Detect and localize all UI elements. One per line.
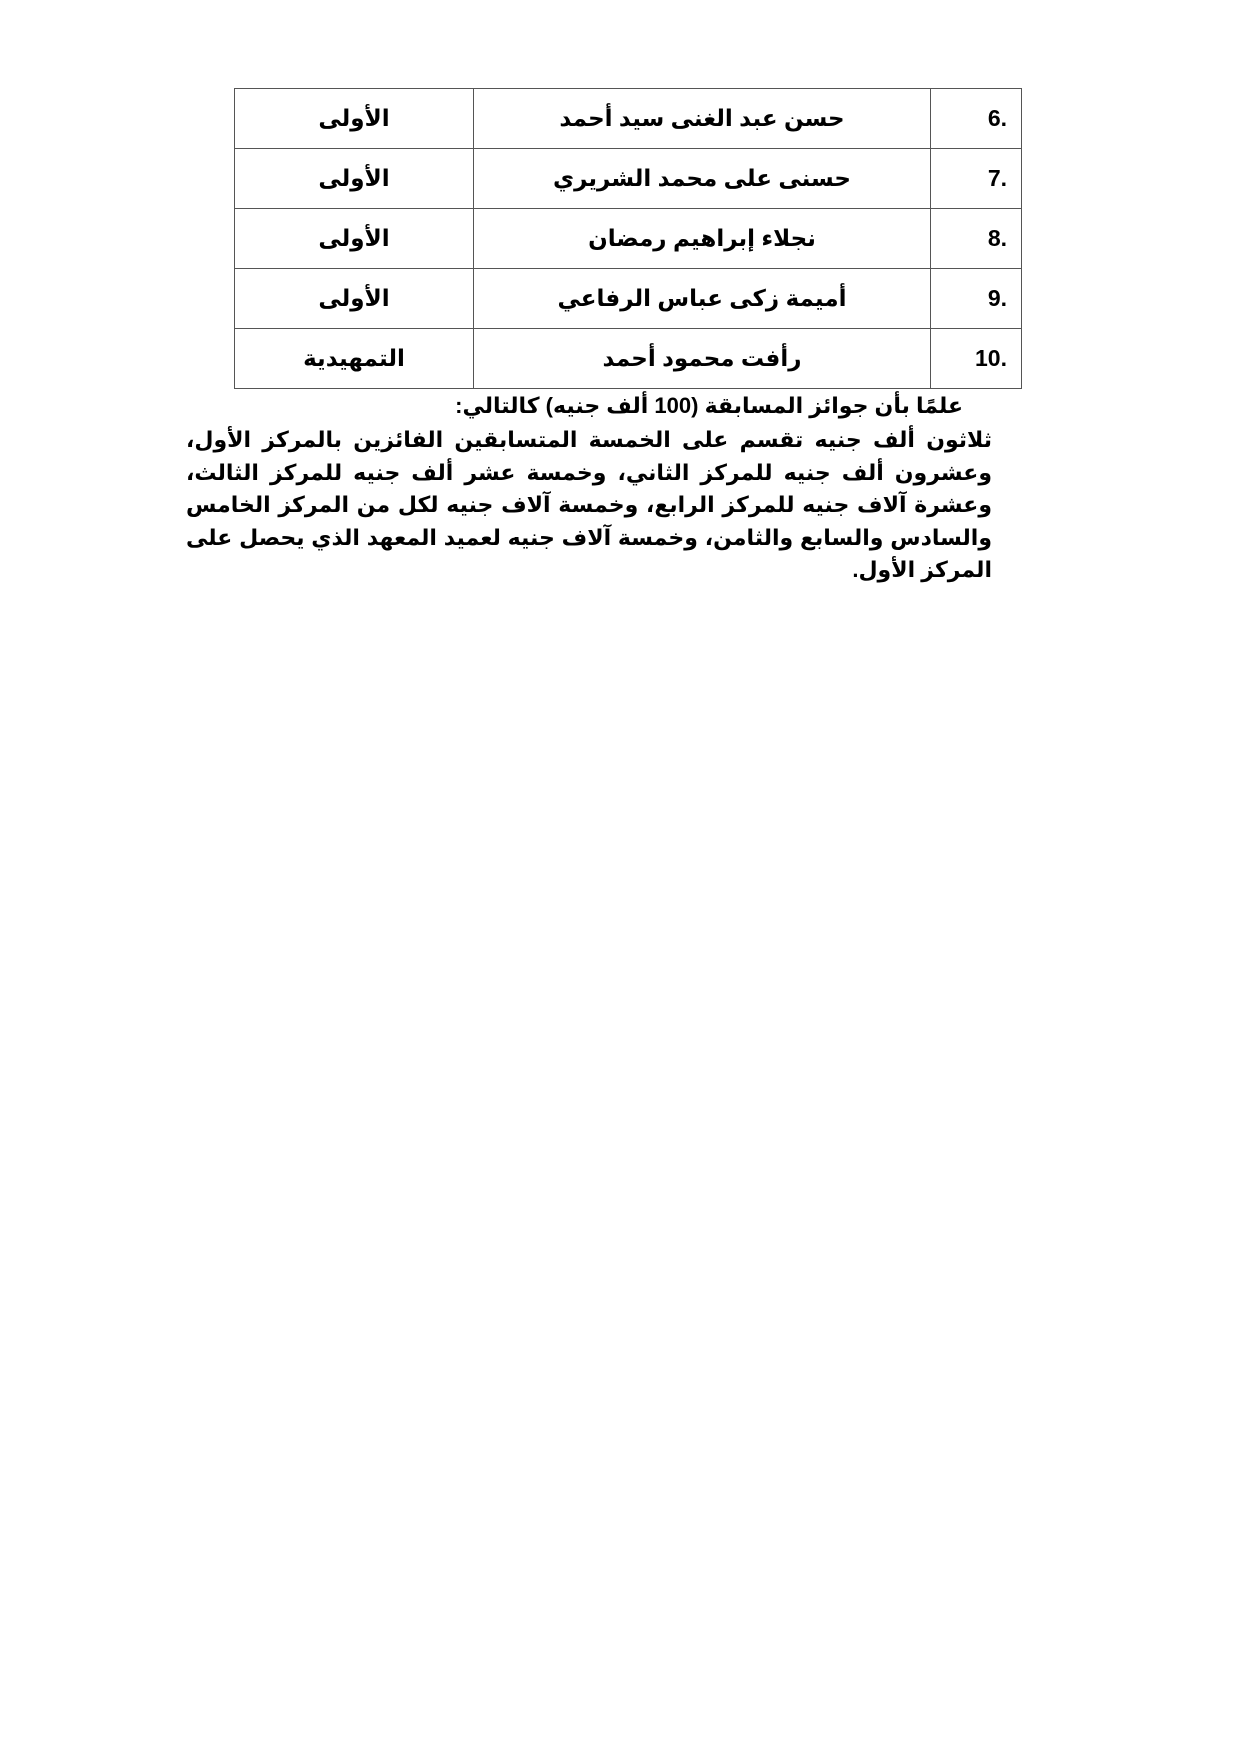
contestant-name: نجلاء إبراهيم رمضان: [474, 209, 931, 269]
row-number: 6.: [931, 89, 1022, 149]
table-row: [235, 329, 1022, 389]
table-row: [235, 269, 1022, 329]
row-number: 8.: [931, 209, 1022, 269]
winners-table: [234, 88, 1022, 389]
stage-label: الأولى: [235, 269, 474, 329]
table-row: [235, 89, 1022, 149]
row-number: 9.: [931, 269, 1022, 329]
row-number: 10.: [931, 329, 1022, 389]
table-row: [235, 149, 1022, 209]
contestant-name: حسن عبد الغنى سيد أحمد: [474, 89, 931, 149]
contestant-name: أميمة زكى عباس الرفاعي: [474, 269, 931, 329]
stage-label: الأولى: [235, 209, 474, 269]
stage-label: التمهيدية: [235, 329, 474, 389]
contestant-name: حسنى على محمد الشريري: [474, 149, 931, 209]
stage-label: الأولى: [235, 89, 474, 149]
stage-label: الأولى: [235, 149, 474, 209]
prizes-paragraph: ثلاثون ألف جنيه تقسم على الخمسة المتسابقين الفائزين بالمركز الأول، وعشرون ألف جنيه للمركز الثاني، وخمسة عشر ألف جنيه للمركز الثالث، وعشرة آلاف جنيه للمركز الرابع، وخمسة آلاف جنيه لكل من المركز الخامس والسادس والسابع والثامن، وخمسة آلاف جنيه لعميد المعهد الذي يحصل على المركز الأول.: [186, 427, 992, 582]
table-row: [235, 209, 1022, 269]
prizes-heading: علمًا بأن جوائز المسابقة (100 ألف جنيه) كالتالي:: [455, 393, 963, 418]
contestant-name: رأفت محمود أحمد: [474, 329, 931, 389]
row-number: 7.: [931, 149, 1022, 209]
